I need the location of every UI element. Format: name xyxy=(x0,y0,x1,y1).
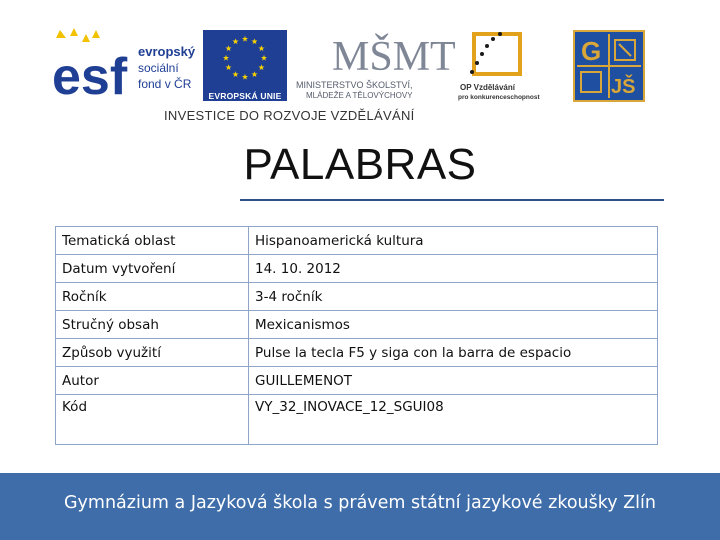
row-label: Stručný obsah xyxy=(56,311,249,339)
table-row xyxy=(56,255,658,283)
table-row xyxy=(56,311,658,339)
eu-star-icon xyxy=(261,55,267,61)
eu-star-icon xyxy=(232,71,238,77)
gjs-school-logo xyxy=(573,30,645,102)
msmt-logo xyxy=(292,26,456,102)
row-value: 14. 10. 2012 xyxy=(249,255,658,283)
svg-text:G: G xyxy=(581,36,602,66)
svg-text:MŠMT: MŠMT xyxy=(332,34,456,80)
row-label: Datum vytvoření xyxy=(56,255,249,283)
table-row xyxy=(56,227,658,255)
eu-star-icon xyxy=(258,45,264,51)
title-underline xyxy=(240,199,664,201)
esf-logo xyxy=(52,28,202,106)
footer-bar xyxy=(0,473,720,540)
svg-text:fond v ČR: fond v ČR xyxy=(138,77,192,91)
svg-text:MINISTERSTVO ŠKOLSTVÍ,: MINISTERSTVO ŠKOLSTVÍ, xyxy=(296,80,413,90)
metadata-table xyxy=(55,226,658,445)
investice-caption: INVESTICE DO ROZVOJE VZDĚLÁVÁNÍ xyxy=(164,108,415,123)
row-label: Způsob využití xyxy=(56,339,249,367)
eu-star-icon xyxy=(226,64,232,70)
eu-caption: EVROPSKÁ UNIE xyxy=(203,91,287,101)
table-row xyxy=(56,339,658,367)
op-vzdelavani-logo xyxy=(458,28,550,102)
svg-text:esf: esf xyxy=(52,48,128,106)
row-label: Tematická oblast xyxy=(56,227,249,255)
svg-text:evropský: evropský xyxy=(138,44,196,59)
row-label: Autor xyxy=(56,367,249,395)
row-label: Kód xyxy=(56,395,249,445)
row-value: Hispanoamerická kultura xyxy=(249,227,658,255)
row-value: Mexicanismos xyxy=(249,311,658,339)
eu-star-icon xyxy=(251,71,257,77)
row-label: Ročník xyxy=(56,283,249,311)
row-value: VY_32_INOVACE_12_SGUI08 xyxy=(249,395,658,445)
eu-star-icon xyxy=(258,64,264,70)
table-row xyxy=(56,367,658,395)
eu-star-icon xyxy=(232,38,238,44)
svg-text:MLÁDEŽE A TĚLOVÝCHOVY: MLÁDEŽE A TĚLOVÝCHOVY xyxy=(306,91,413,100)
svg-text:pro konkurenceschopnost: pro konkurenceschopnost xyxy=(458,94,540,101)
logo-bar xyxy=(0,0,720,130)
eu-flag-logo xyxy=(203,30,287,100)
svg-text:JŠ: JŠ xyxy=(611,76,636,98)
eu-star-icon xyxy=(242,74,248,80)
eu-star-icon xyxy=(242,36,248,42)
row-value: 3-4 ročník xyxy=(249,283,658,311)
row-value: GUILLEMENOT xyxy=(249,367,658,395)
eu-star-icon xyxy=(223,55,229,61)
table-row xyxy=(56,395,658,445)
eu-star-icon xyxy=(226,45,232,51)
row-value: Pulse la tecla F5 y siga con la barra de espacio xyxy=(249,339,658,367)
page-title: PALABRAS xyxy=(243,140,477,189)
eu-stars-icon xyxy=(203,30,287,88)
footer-school-name: Gymnázium a Jazyková škola s právem státní jazykové zkoušky Zlín xyxy=(64,493,656,513)
table-row xyxy=(56,283,658,311)
svg-text:sociální: sociální xyxy=(138,61,179,75)
eu-star-icon xyxy=(251,38,257,44)
svg-text:OP Vzdělávání: OP Vzdělávání xyxy=(460,83,515,92)
